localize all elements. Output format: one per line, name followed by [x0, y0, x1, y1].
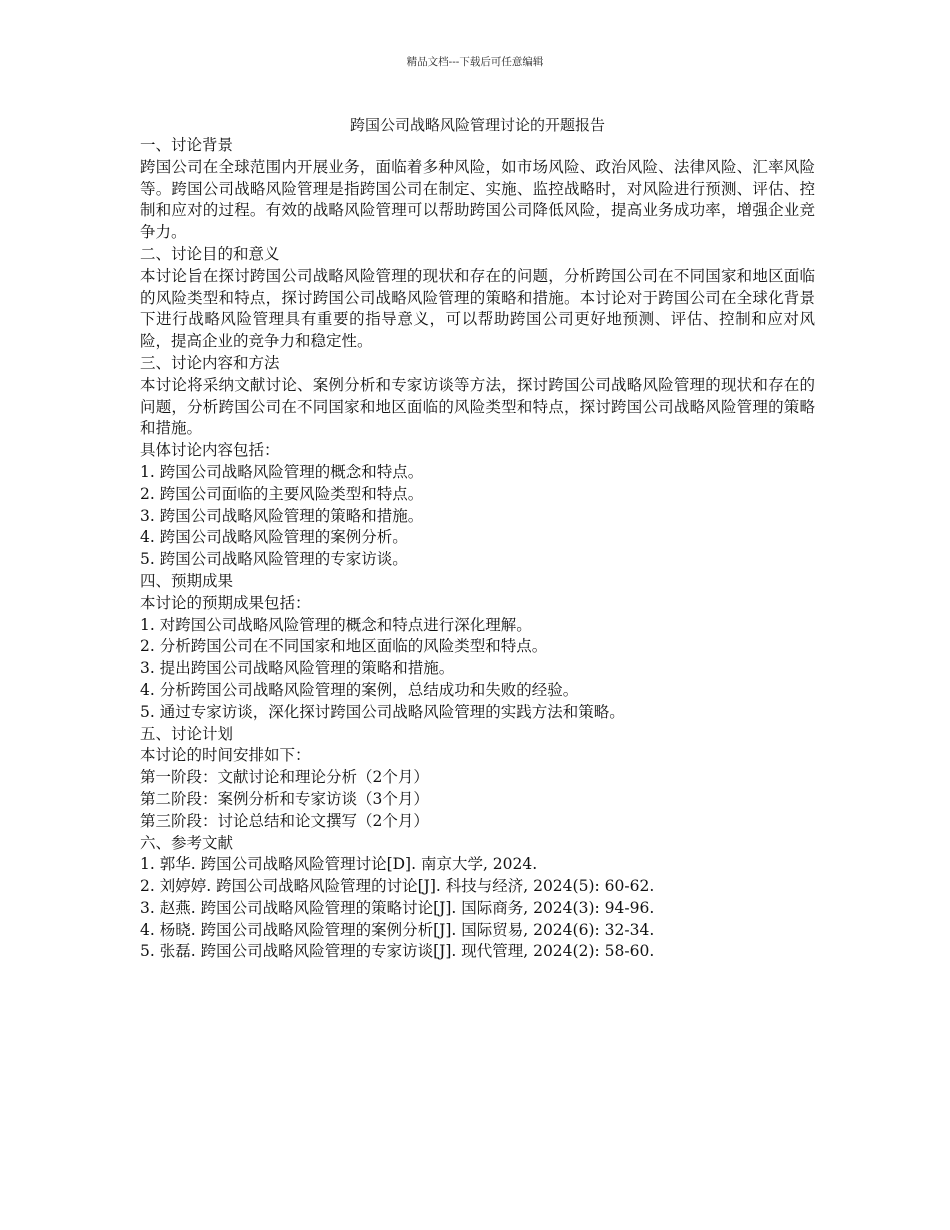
- header-note: 精品文档---下载后可任意编辑: [406, 56, 544, 68]
- section-heading-purpose: 二、讨论目的和意义: [140, 244, 280, 263]
- section-heading-plan: 五、讨论计划: [140, 724, 234, 743]
- list-item: 3. 跨国公司战略风险管理的策略和措施。: [140, 506, 424, 525]
- paragraph-purpose: 本讨论旨在探讨跨国公司战略风险管理的现状和存在的问题，分析跨国公司在不同国家和地区面临的风险类型和特点，探讨跨国公司战略风险管理的策略和措施。本讨论对于跨国公司在全球化背景下进行战略风险管理具有重要的指导意义，可以帮助跨国公司更好地预测、评估、控制和应对风险，提高企业的竞争力和稳定性。: [140, 266, 815, 351]
- list-item: 5. 跨国公司战略风险管理的专家访谈。: [140, 550, 408, 569]
- reference-item: 3. 赵燕. 跨国公司战略风险管理的策略讨论[J]. 国际商务, 2024(3): 94-96.: [140, 898, 655, 917]
- reference-item: 5. 张磊. 跨国公司战略风险管理的专家访谈[J]. 现代管理, 2024(2): 58-60.: [140, 942, 655, 961]
- list-item: 1. 跨国公司战略风险管理的概念和特点。: [140, 462, 424, 481]
- document-title: 跨国公司战略风险管理讨论的开题报告: [349, 116, 605, 134]
- section-heading-background: 一、讨论背景: [140, 136, 234, 154]
- section-heading-expected-results: 四、预期成果: [140, 571, 234, 590]
- reference-item: 4. 杨晓. 跨国公司战略风险管理的案例分析[J]. 国际贸易, 2024(6): 32-34.: [140, 920, 655, 939]
- plan-stage: 第三阶段：讨论总结和论文撰写（2个月）: [140, 811, 429, 830]
- reference-item: 1. 郭华. 跨国公司战略风险管理讨论[D]. 南京大学, 2024.: [140, 855, 538, 874]
- plan-stage: 第二阶段：案例分析和专家访谈（3个月）: [140, 789, 429, 808]
- document-body: [140, 135, 815, 963]
- section-heading-content-method: 三、讨论内容和方法: [140, 353, 280, 372]
- list-item: 4. 跨国公司战略风险管理的案例分析。: [140, 528, 408, 547]
- list-item: 2. 分析跨国公司在不同国家和地区面临的风险类型和特点。: [140, 637, 548, 656]
- list-item: 2. 跨国公司面临的主要风险类型和特点。: [140, 484, 424, 503]
- reference-item: 2. 刘婷婷. 跨国公司战略风险管理的讨论[J]. 科技与经济, 2024(5): 60-62.: [140, 877, 655, 896]
- section-heading-references: 六、参考文献: [140, 833, 234, 852]
- list-item: 5. 通过专家访谈，深化探讨跨国公司战略风险管理的实践方法和策略。: [140, 702, 625, 721]
- list-item: 1. 对跨国公司战略风险管理的概念和特点进行深化理解。: [140, 615, 532, 634]
- paragraph-background: 跨国公司在全球范围内开展业务，面临着多种风险，如市场风险、政治风险、法律风险、汇率风险等。跨国公司战略风险管理是指跨国公司在制定、实施、监控战略时，对风险进行预测、评估、控制和应对的过程。有效的战略风险管理可以帮助跨国公司降低风险，提高业务成功率，增强企业竞争力。: [140, 157, 815, 242]
- list-intro-results: 本讨论的预期成果包括：: [140, 593, 311, 612]
- list-item: 4. 分析跨国公司战略风险管理的案例，总结成功和失败的经验。: [140, 680, 579, 699]
- list-intro-plan: 本讨论的时间安排如下：: [140, 746, 311, 765]
- paragraph-content-method: 本讨论将采纳文献讨论、案例分析和专家访谈等方法，探讨跨国公司战略风险管理的现状和存在的问题，分析跨国公司在不同国家和地区面临的风险类型和特点，探讨跨国公司战略风险管理的策略和措施。: [140, 375, 815, 438]
- list-intro-content: 具体讨论内容包括：: [140, 441, 280, 460]
- plan-stage: 第一阶段：文献讨论和理论分析（2个月）: [140, 768, 429, 787]
- list-item: 3. 提出跨国公司战略风险管理的策略和措施。: [140, 659, 455, 678]
